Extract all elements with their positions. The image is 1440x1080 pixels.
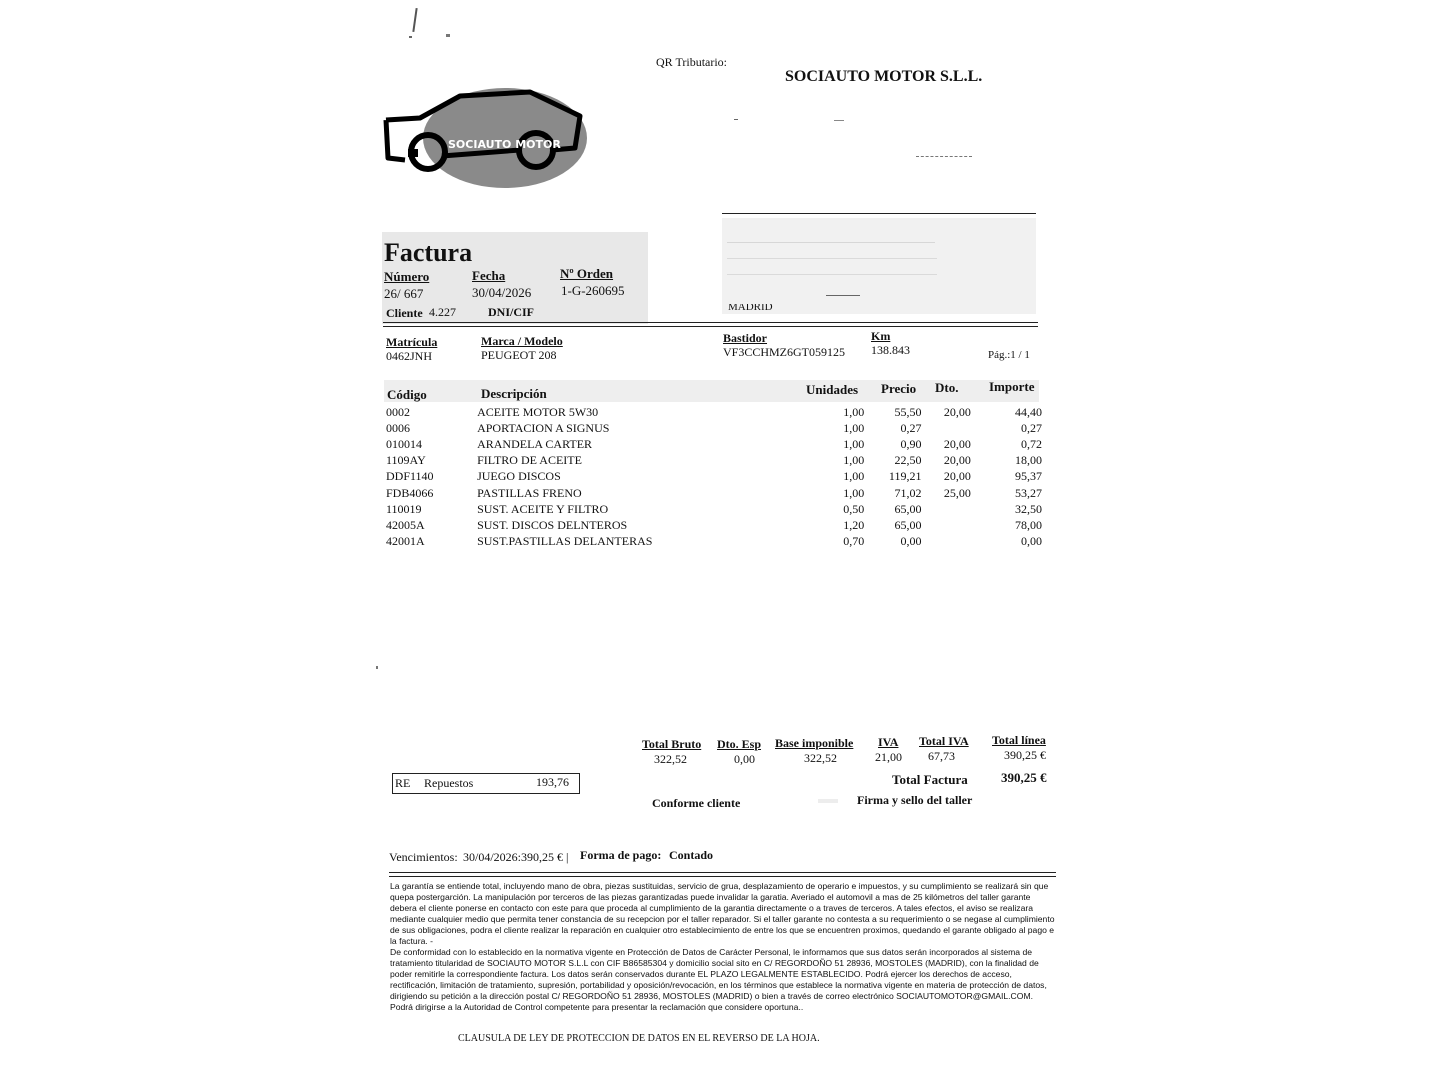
item-discount: [921, 420, 970, 436]
re-label: Repuestos: [424, 776, 474, 790]
fecha-label: Fecha: [472, 268, 506, 283]
scan-mark: [834, 120, 844, 121]
col-header-precio: Precio: [881, 381, 917, 396]
item-description: APORTACION A SIGNUS: [477, 420, 610, 435]
table-row: [386, 517, 1042, 533]
table-row: [386, 404, 1042, 420]
item-price: 55,50: [894, 404, 922, 419]
dni-label: DNI/CIF: [488, 305, 535, 319]
item-code: FDB4066: [386, 485, 434, 500]
table-row: [386, 436, 1042, 452]
item-code: 110019: [386, 501, 422, 516]
total-iva-label: Total IVA: [919, 734, 969, 748]
footer-divider: [389, 872, 1056, 877]
forma-pago-value: Contado: [669, 848, 714, 862]
total-factura-label: Total Factura: [892, 772, 968, 787]
scan-mark: [412, 8, 417, 32]
item-units: 1,00: [843, 404, 865, 419]
client-box-top-line: [722, 213, 1036, 214]
car-wrench-icon: [380, 78, 598, 188]
re-code: RE: [395, 776, 411, 790]
matricula-value: 0462JNH: [386, 349, 433, 363]
numero-label: Número: [384, 269, 430, 284]
item-units: 0,50: [843, 501, 865, 516]
item-price: 22,50: [894, 453, 922, 468]
orden-label: Nº Orden: [560, 266, 614, 281]
clausula-text: CLAUSULA DE LEY DE PROTECCION DE DATOS EN EL REVERSO DE LA HOJA.: [458, 1033, 820, 1044]
item-code: 42005A: [386, 517, 425, 532]
total-linea-value: 390,25 €: [1004, 748, 1046, 762]
item-units: 1,00: [843, 436, 865, 451]
item-discount: [921, 501, 970, 517]
item-price: 71,02: [894, 485, 922, 500]
iva-label: IVA: [878, 735, 899, 749]
divider-line: [383, 322, 1038, 323]
table-row: [386, 420, 1042, 436]
item-description: JUEGO DISCOS: [477, 469, 561, 484]
item-description: SUST. ACEITE Y FILTRO: [477, 501, 609, 516]
scan-mark: [446, 34, 450, 37]
item-description: ARANDELA CARTER: [477, 436, 593, 451]
col-header-importe: Importe: [989, 379, 1035, 394]
item-code: 0002: [386, 404, 410, 419]
item-amount: 32,50: [1015, 501, 1042, 516]
forma-pago-label: Forma de pago:: [580, 848, 662, 862]
item-units: 1,00: [843, 420, 865, 435]
item-units: 1,00: [843, 485, 865, 500]
dto-esp-label: Dto. Esp: [717, 737, 762, 751]
item-description: ACEITE MOTOR 5W30: [477, 404, 599, 419]
marca-label: Marca / Modelo: [481, 334, 563, 348]
item-amount: 0,72: [1021, 436, 1042, 451]
item-price: 0,90: [900, 436, 922, 451]
item-discount: 25,00: [943, 485, 971, 500]
company-logo: [380, 78, 598, 188]
item-discount: [921, 534, 970, 550]
item-units: 1,20: [843, 517, 865, 532]
item-discount: [921, 517, 970, 533]
total-iva-value: 67,73: [928, 749, 955, 763]
bastidor-label: Bastidor: [723, 331, 768, 345]
bastidor-value: VF3CCHMZ6GT059125: [723, 345, 846, 359]
item-description: FILTRO DE ACEITE: [477, 453, 582, 468]
scan-mark: [916, 156, 972, 158]
item-code: 42001A: [386, 534, 425, 549]
col-header-descripcion: Descripción: [481, 386, 547, 401]
base-imponible-label: Base imponible: [775, 736, 854, 750]
total-bruto-label: Total Bruto: [642, 737, 702, 751]
base-imponible-value: 322,52: [804, 751, 837, 765]
km-value: 138.843: [871, 343, 910, 357]
col-header-codigo: Código: [387, 387, 427, 402]
client-address-redacted: [722, 218, 1036, 314]
items-table: [386, 404, 1042, 550]
numero-value: 26/ 667: [384, 286, 424, 301]
vencimientos-label: Vencimientos:: [389, 850, 458, 864]
km-label: Km: [871, 329, 891, 343]
item-discount: 20,00: [943, 453, 971, 468]
col-header-unidades: Unidades: [806, 382, 859, 397]
item-price: 65,00: [894, 517, 922, 532]
table-row: [386, 501, 1042, 517]
item-amount: 0,27: [1021, 420, 1042, 435]
item-amount: 95,37: [1015, 469, 1042, 484]
company-name: SOCIAUTO MOTOR S.L.L.: [785, 68, 983, 85]
item-description: PASTILLAS FRENO: [477, 485, 582, 500]
fecha-value: 30/04/2026: [472, 285, 532, 300]
table-row: [386, 485, 1042, 501]
item-units: 0,70: [843, 534, 865, 549]
total-linea-label: Total línea: [992, 733, 1046, 747]
scan-mark: [376, 666, 378, 669]
cliente-value: 4.227: [429, 305, 456, 319]
svg-text:SOCIAUTO MOTOR: SOCIAUTO MOTOR: [448, 138, 561, 151]
item-units: 1,00: [843, 469, 865, 484]
table-row: [386, 534, 1042, 550]
page-number: Pág.:1 / 1: [988, 349, 1030, 361]
scan-mark: [818, 799, 838, 803]
total-bruto-value: 322,52: [654, 752, 687, 766]
legal-text: [390, 881, 1056, 1013]
item-discount: 20,00: [943, 469, 971, 484]
warranty-text: La garantía se entiende total, incluyendo mano de obra, piezas sustituidas, servicio de grua, desplazamiento de operario e impuestos, y su cumplimiento se realizará sin que quepa postergarción. La manipulación por terceros de las piezas garantizadas puede invalidar la garatia. Averiado el automovil a mas de 25 kilómetros del taller garante debera el cliente ponerse en contacto con este para que proceda al cumplimiento de la garantia directamente o a traves de terceros. A tales efectos, el aviso se realizara mediante cualquier medio que permita tener constancia de su recepcion por el taller reparador. Si el taller garante no contesta a su requerimiento o se negase al cumplimiento de sus obligaciones, podra el cliente realizar la reparación en cualquier otro establecimiento de entre los que se encuentren proximos, quedando el garante obligado al pago e la factura. -: [390, 881, 1055, 946]
table-row: [386, 469, 1042, 485]
divider-line: [383, 326, 1038, 327]
item-price: 0,00: [900, 534, 922, 549]
item-code: 0006: [386, 420, 410, 435]
vencimientos-value: 30/04/2026:390,25 € |: [463, 850, 569, 864]
item-discount: 20,00: [943, 436, 971, 451]
item-amount: 44,40: [1015, 404, 1042, 419]
item-description: SUST.PASTILLAS DELANTERAS: [477, 534, 653, 549]
firma-sello: Firma y sello del taller: [857, 793, 973, 807]
privacy-text: De conformidad con lo establecido en la normativa vigente en Protección de Datos de Carácter Personal, le informamos que sus datos serán incorporados al sistema de tratamiento titularidad de SOCIAUTO MOTOR S.L.L con CIF B86585304 y domicilio social sito en C/ REGORDOÑO 51 28936, MOSTOLES (MADRID), con la finalidad de poder remitirle la correspondiente factura. Los datos serán conservados durante EL PLAZO LEGALMENTE ESTABLECIDO. Podrá ejercer los derechos de acceso, rectificación, limitación de tratamiento, supresión, portabilidad y oposición/revocación, en los términos que establece la normativa vigente en materia de protección de datos, dirigiendo su petición a la dirección postal C/ REGORDOÑO 51 28936, MOSTOLES (MADRID) o bien a través de correo electrónico SOCIAUTOMOTOR@GMAIL.COM. Podrá dirigirse a la Autoridad de Control competente para presentar la reclamación que considere oportuna..: [390, 947, 1047, 1012]
scan-mark: [734, 119, 738, 120]
dto-esp-value: 0,00: [734, 752, 755, 766]
item-price: 0,27: [900, 420, 922, 435]
item-code: DDF1140: [386, 469, 434, 484]
invoice-title: Factura: [384, 238, 473, 267]
re-repuestos-box: [392, 773, 580, 794]
item-price: 119,21: [888, 469, 922, 484]
item-description: SUST. DISCOS DELNTEROS: [477, 517, 628, 532]
item-code: 010014: [386, 436, 422, 451]
item-amount: 18,00: [1015, 453, 1042, 468]
iva-value: 21,00: [875, 750, 902, 764]
table-row: [386, 453, 1042, 469]
item-discount: 20,00: [943, 404, 971, 419]
item-code: 1109AY: [386, 453, 426, 468]
qr-label: QR Tributario:: [656, 55, 728, 69]
item-amount: 53,27: [1015, 485, 1042, 500]
item-amount: 78,00: [1015, 517, 1042, 532]
conforme-cliente: Conforme cliente: [652, 796, 741, 810]
item-price: 65,00: [894, 501, 922, 516]
matricula-label: Matrícula: [386, 335, 438, 349]
item-amount: 0,00: [1021, 534, 1042, 549]
orden-value: 1-G-260695: [561, 283, 625, 298]
col-header-dto: Dto.: [935, 380, 959, 395]
cliente-label: Cliente: [386, 306, 423, 320]
scan-mark: [409, 36, 412, 38]
total-factura-value: 390,25 €: [1001, 770, 1047, 785]
marca-value: PEUGEOT 208: [481, 348, 557, 362]
item-units: 1,00: [843, 453, 865, 468]
re-value: 193,76: [536, 775, 569, 789]
client-city-fragment: MADRID: [728, 304, 773, 312]
